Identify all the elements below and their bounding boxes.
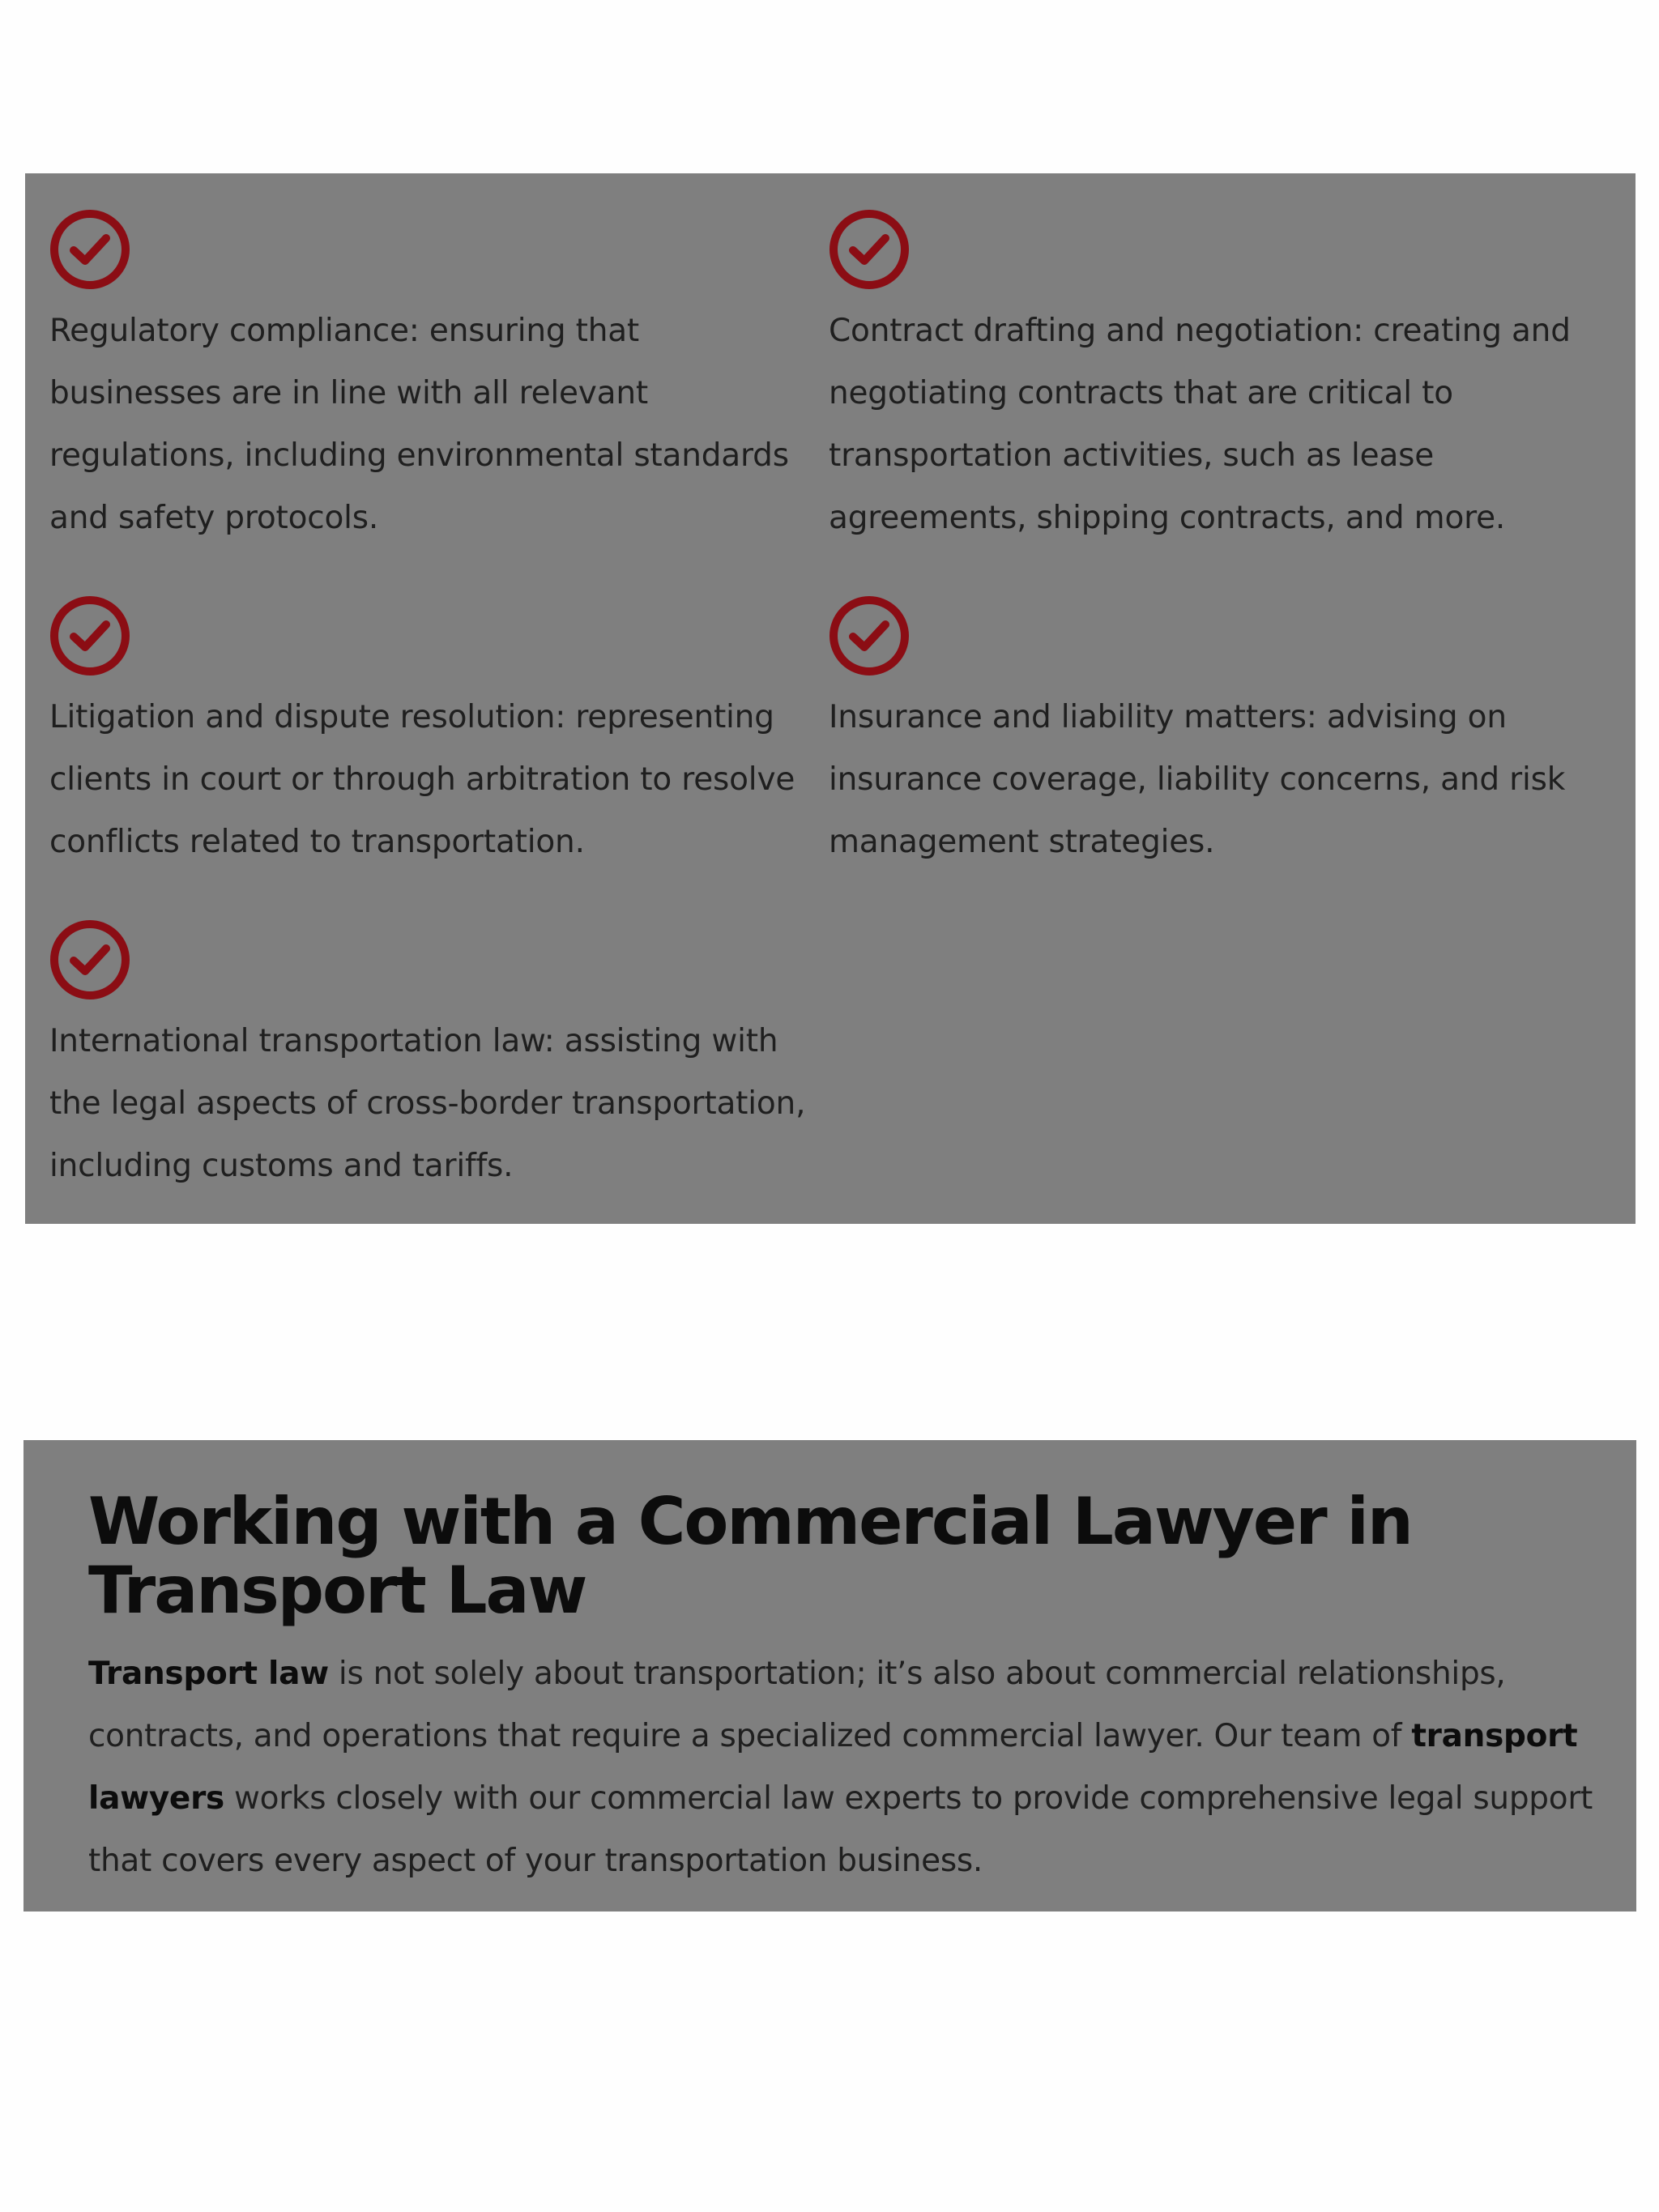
- body-text: works closely with our commercial law experts to provide comprehensive legal support that covers every aspect of your transportation business.: [88, 1780, 1593, 1879]
- bold-term-transport-lawyers: transport lawyers: [88, 1718, 1578, 1817]
- check-circle-icon: [829, 209, 910, 290]
- service-text: Regulatory compliance: ensuring that businesses are in line with all relevant regulations, including environmental standards and safety protocols.: [49, 313, 789, 536]
- commercial-lawyer-section: [23, 1440, 1636, 1912]
- body-text: is not solely about transportation; it’s also about commercial relationships, contracts, and operations that require a specialized commercial lawyer. Our team of: [88, 1656, 1506, 1754]
- service-text: Litigation and dispute resolution: representing clients in court or through arbitration to resolve conflicts related to transportation.: [49, 699, 795, 860]
- check-circle-icon: [49, 595, 130, 676]
- service-card: [829, 209, 1590, 549]
- check-circle-icon: [49, 209, 130, 290]
- check-circle-icon: [49, 919, 130, 1000]
- bold-term-transport-law: Transport law: [88, 1656, 329, 1692]
- service-card: [829, 595, 1590, 873]
- service-card: [49, 595, 811, 873]
- section-heading: Working with a Commercial Lawyer in Transport Law: [88, 1484, 1412, 1628]
- service-text: Contract drafting and negotiation: creating and negotiating contracts that are critical to transportation activities, such as lease agreements, shipping contracts, and more.: [829, 313, 1571, 536]
- section-body: [88, 1643, 1611, 1892]
- check-circle-icon: [829, 595, 910, 676]
- service-text: International transportation law: assisting with the legal aspects of cross-border transportation, including customs and tariffs.: [49, 1023, 806, 1184]
- service-text: Insurance and liability matters: advising on insurance coverage, liability concerns, and risk management strategies.: [829, 699, 1566, 860]
- service-card: [49, 209, 811, 549]
- service-card: [49, 919, 811, 1197]
- services-panel: [25, 173, 1636, 1224]
